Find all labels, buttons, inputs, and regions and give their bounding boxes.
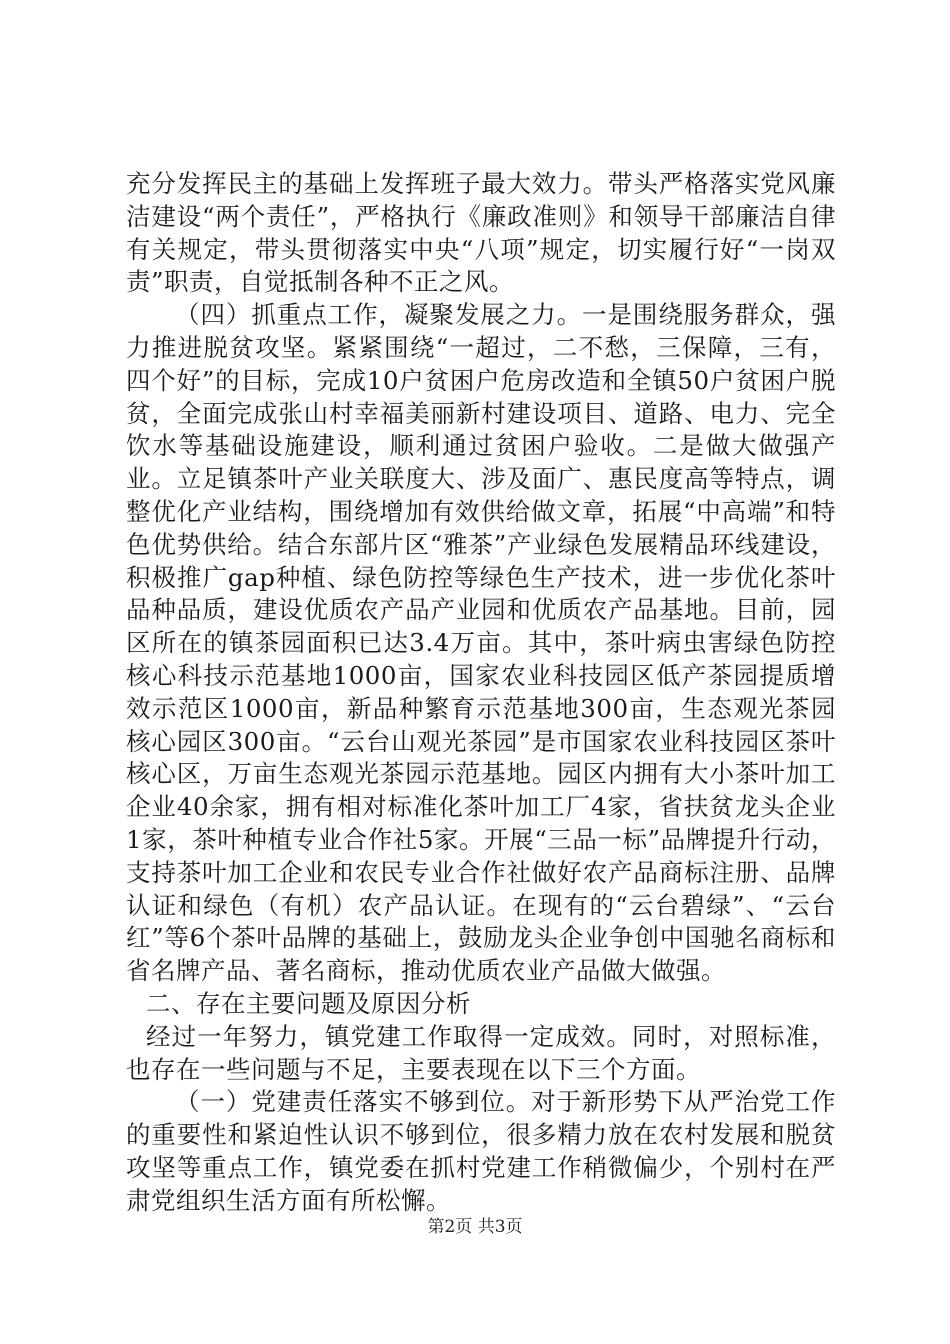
section-heading: 二、存在主要问题及原因分析 bbox=[146, 988, 471, 1018]
page-footer: 第2页 共3页 bbox=[427, 1217, 523, 1237]
paragraph-3: 经过一年努力，镇党建工作取得一定成效。同时，对照标准，也存在一些问题与不足，主要表现在以下三个方面。 bbox=[126, 1021, 836, 1084]
paragraph-4: （一）党建责任落实不够到位。对于新形势下从严治党工作的重要性和紧迫性认识不够到位，很多精力放在农村发展和脱贫攻坚等重点工作，镇党委在抓村党建工作稍微偏少，个别村在严肃党组织生活方面有所松懈。 bbox=[126, 1087, 836, 1215]
paragraph-1: 充分发挥民主的基础上发挥班子最大效力。带头严格落实党风廉洁建设“两个责任”，严格执行《廉政准则》和领导干部廉洁自律有关规定，带头贯彻落实中央“八项”规定，切实履行好“一岗双责”职责，自觉抵制各种不正之风。 bbox=[126, 169, 836, 297]
document-body bbox=[126, 168, 836, 1218]
paragraph-2: （四）抓重点工作，凝聚发展之力。一是围绕服务群众，强力推进脱贫攻坚。紧紧围绕“一超过，二不愁，三保障，三有，四个好”的目标，完成10户贫困户危房改造和全镇50户贫困户脱贫，全面完成张山村幸福美丽新村建设项目、道路、电力、完全饮水等基础设施建设，顺利通过贫困户验收。二是做大做强产业。立足镇茶叶产业关联度大、涉及面广、惠民度高等特点，调整优化产业结构，围绕增加有效供给做文章，拓展“中高端”和特色优势供给。结合东部片区“雅茶”产业绿色发展精品环线建设，积极推广gap种植、绿色防控等绿色生产技术，进一步优化茶叶品种品质，建设优质农产品产业园和优质农产品基地。目前，园区所在的镇茶园面积已达3.4万亩。其中，茶叶病虫害绿色防控核心科技示范基地1000亩，国家农业科技园区低产茶园提质增效示范区1000亩，新品种繁育示范基地300亩，生态观光茶园核心园区300亩。“云台山观光茶园”是市国家农业科技园区茶叶核心区，万亩生态观光茶园示范基地。园区内拥有大小茶叶加工企业40余家，拥有相对标准化茶叶加工厂4家，省扶贫龙头企业1家，茶叶种植专业合作社5家。开展“三品一标”品牌提升行动，支持茶叶加工企业和农民专业合作社做好农产品商标注册、品牌认证和绿色（有机）农产品认证。在现有的“云台碧绿”、“云台红”等6个茶叶品牌的基础上，鼓励龙头企业争创中国驰名商标和省名牌产品、著名商标，推动优质农业产品做大做强。 bbox=[126, 300, 836, 986]
